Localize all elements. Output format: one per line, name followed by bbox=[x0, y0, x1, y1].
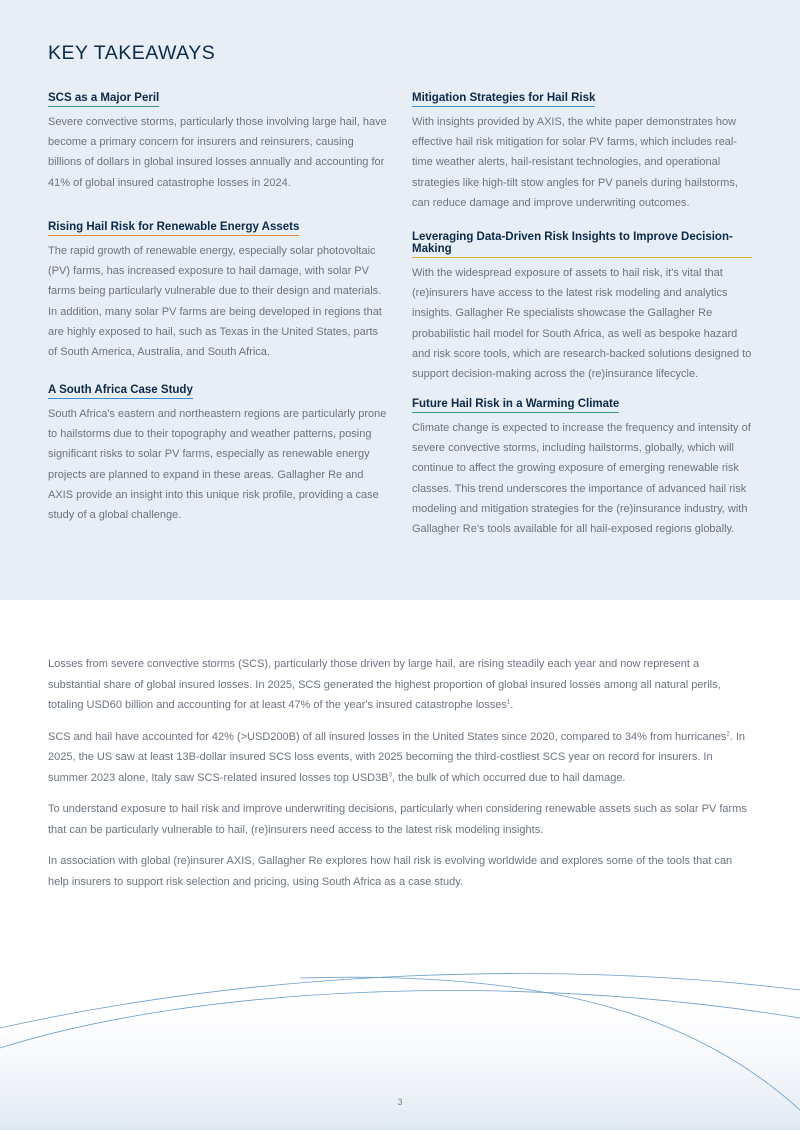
footer-wave-fill bbox=[0, 979, 800, 1130]
takeaway-body: Severe convective storms, particularly those involving large hail, have become a primary concern for insurers and reinsurers, causing billions of dollars in global insured losses annually and accounting for 41% of global insured catastrophe losses in 2024. bbox=[48, 116, 387, 189]
takeaway-body: The rapid growth of renewable energy, especially solar photovoltaic (PV) farms, has increased exposure to hail damage, with solar PV farms being particularly vulnerable due to their design and materials. In addition, many solar PV farms are being developed in regions that are highly exposed to hail, such as Texas in the United States, parts of South America, Australia, and South Africa. bbox=[48, 245, 382, 359]
body-paragraph: To understand exposure to hail risk and improve underwriting decisions, particularly when considering renewable assets such as solar PV farms that can be particularly vulnerable to hail, (re)insurers need access to the latest risk modeling insights. bbox=[48, 803, 747, 836]
takeaway-future-hail-risk bbox=[412, 394, 752, 539]
takeaway-data-driven-insights bbox=[412, 231, 752, 394]
takeaway-rising-hail-risk bbox=[48, 217, 388, 380]
page-number: 3 bbox=[397, 1097, 403, 1107]
takeaway-scs-major-peril bbox=[48, 88, 388, 217]
body-paragraph bbox=[48, 654, 753, 716]
footnote-ref: 3 bbox=[388, 771, 392, 778]
takeaways-right-column bbox=[412, 88, 752, 539]
body-paragraph-text: SCS and hail have accounted for 42% (>USD200B) of all insured losses in the United States since 2020, compared to 34% from hurricanes bbox=[48, 730, 727, 743]
takeaway-body: Climate change is expected to increase the frequency and intensity of severe convective storms, including hailstorms, globally, which will continue to affect the growing exposure of emerging renewable risk classes. This trend underscores the importance of advanced hail risk modeling and mitigation strategies for the (re)insurance industry, with Gallagher Re's tools available for all hail-exposed regions globally. bbox=[412, 422, 751, 536]
body-paragraph-text: . In 2025, the US saw at least 13B-dollar insured SCS loss events, with 2025 becoming the third-costliest SCS year on record for insurers. In summer 2023 alone, Italy saw SCS-related insured losses top USD3B bbox=[48, 730, 746, 784]
body-paragraph-text: . bbox=[510, 699, 514, 711]
takeaway-body: With the widespread exposure of assets to hail risk, it's vital that (re)insurers have access to the latest risk modeling and analytics insights. Gallagher Re specialists showcase the Gallagher Re probabilistic hail model for South Africa, as well as bespoke hazard and risk score tools, which are research-backed solutions designed to support decision-making across the (re)insurance lifecycle. bbox=[412, 267, 752, 381]
takeaway-mitigation-strategies bbox=[412, 88, 752, 231]
takeaway-heading: SCS as a Major Peril bbox=[48, 92, 159, 107]
takeaway-heading: A South Africa Case Study bbox=[48, 384, 193, 399]
takeaways-left-column bbox=[48, 88, 388, 525]
footnote-ref: 1 bbox=[506, 699, 511, 706]
takeaway-body: South Africa's eastern and northeastern regions are particularly prone to hailstorms due to their topography and weather patterns, posing significant risks to solar PV farms, especially as renewable energy projects are planned to expand in these areas. Gallagher Re and AXIS provide an insight into this unique risk profile, providing a case study of a global challenge. bbox=[48, 408, 387, 522]
body-paragraph-text: Losses from severe convective storms (SCS), particularly those driven by large hail, are rising steadily each year and now represent a substantial share of global insured losses. In 2025, SCS generated the highest proportion of global insured losses among all natural perils, totaling USD60 billion and accounting for at least 47% of the year's insured catastrophe losses bbox=[48, 658, 721, 711]
body-paragraph: In association with global (re)insurer AXIS, Gallagher Re explores how hail risk is evolving worldwide and explores some of the tools that can help insurers to support risk selection and pricing, using South Africa as a case study. bbox=[48, 855, 733, 888]
footnote-ref: 2 bbox=[726, 730, 730, 737]
takeaway-heading: Future Hail Risk in a Warming Climate bbox=[412, 398, 619, 413]
body-text bbox=[48, 654, 753, 903]
takeaway-south-africa-case-study bbox=[48, 380, 388, 525]
body-paragraph-text: , the bulk of which occurred due to hail damage. bbox=[391, 771, 626, 784]
takeaway-heading: Rising Hail Risk for Renewable Energy Assets bbox=[48, 221, 299, 236]
key-takeaways-title: KEY TAKEAWAYS bbox=[48, 42, 216, 64]
takeaway-heading: Mitigation Strategies for Hail Risk bbox=[412, 92, 595, 107]
takeaway-heading: Leveraging Data-Driven Risk Insights to Improve Decision-Making bbox=[412, 231, 752, 258]
body-paragraph bbox=[48, 727, 753, 789]
takeaway-body: With insights provided by AXIS, the white paper demonstrates how effective hail risk mitigation for solar PV farms, which includes real-time weather alerts, hail-resistant technologies, and operational strategies like high-tilt stow angles for PV panels during hailstorms, can reduce damage and improve underwriting outcomes. bbox=[412, 116, 738, 209]
